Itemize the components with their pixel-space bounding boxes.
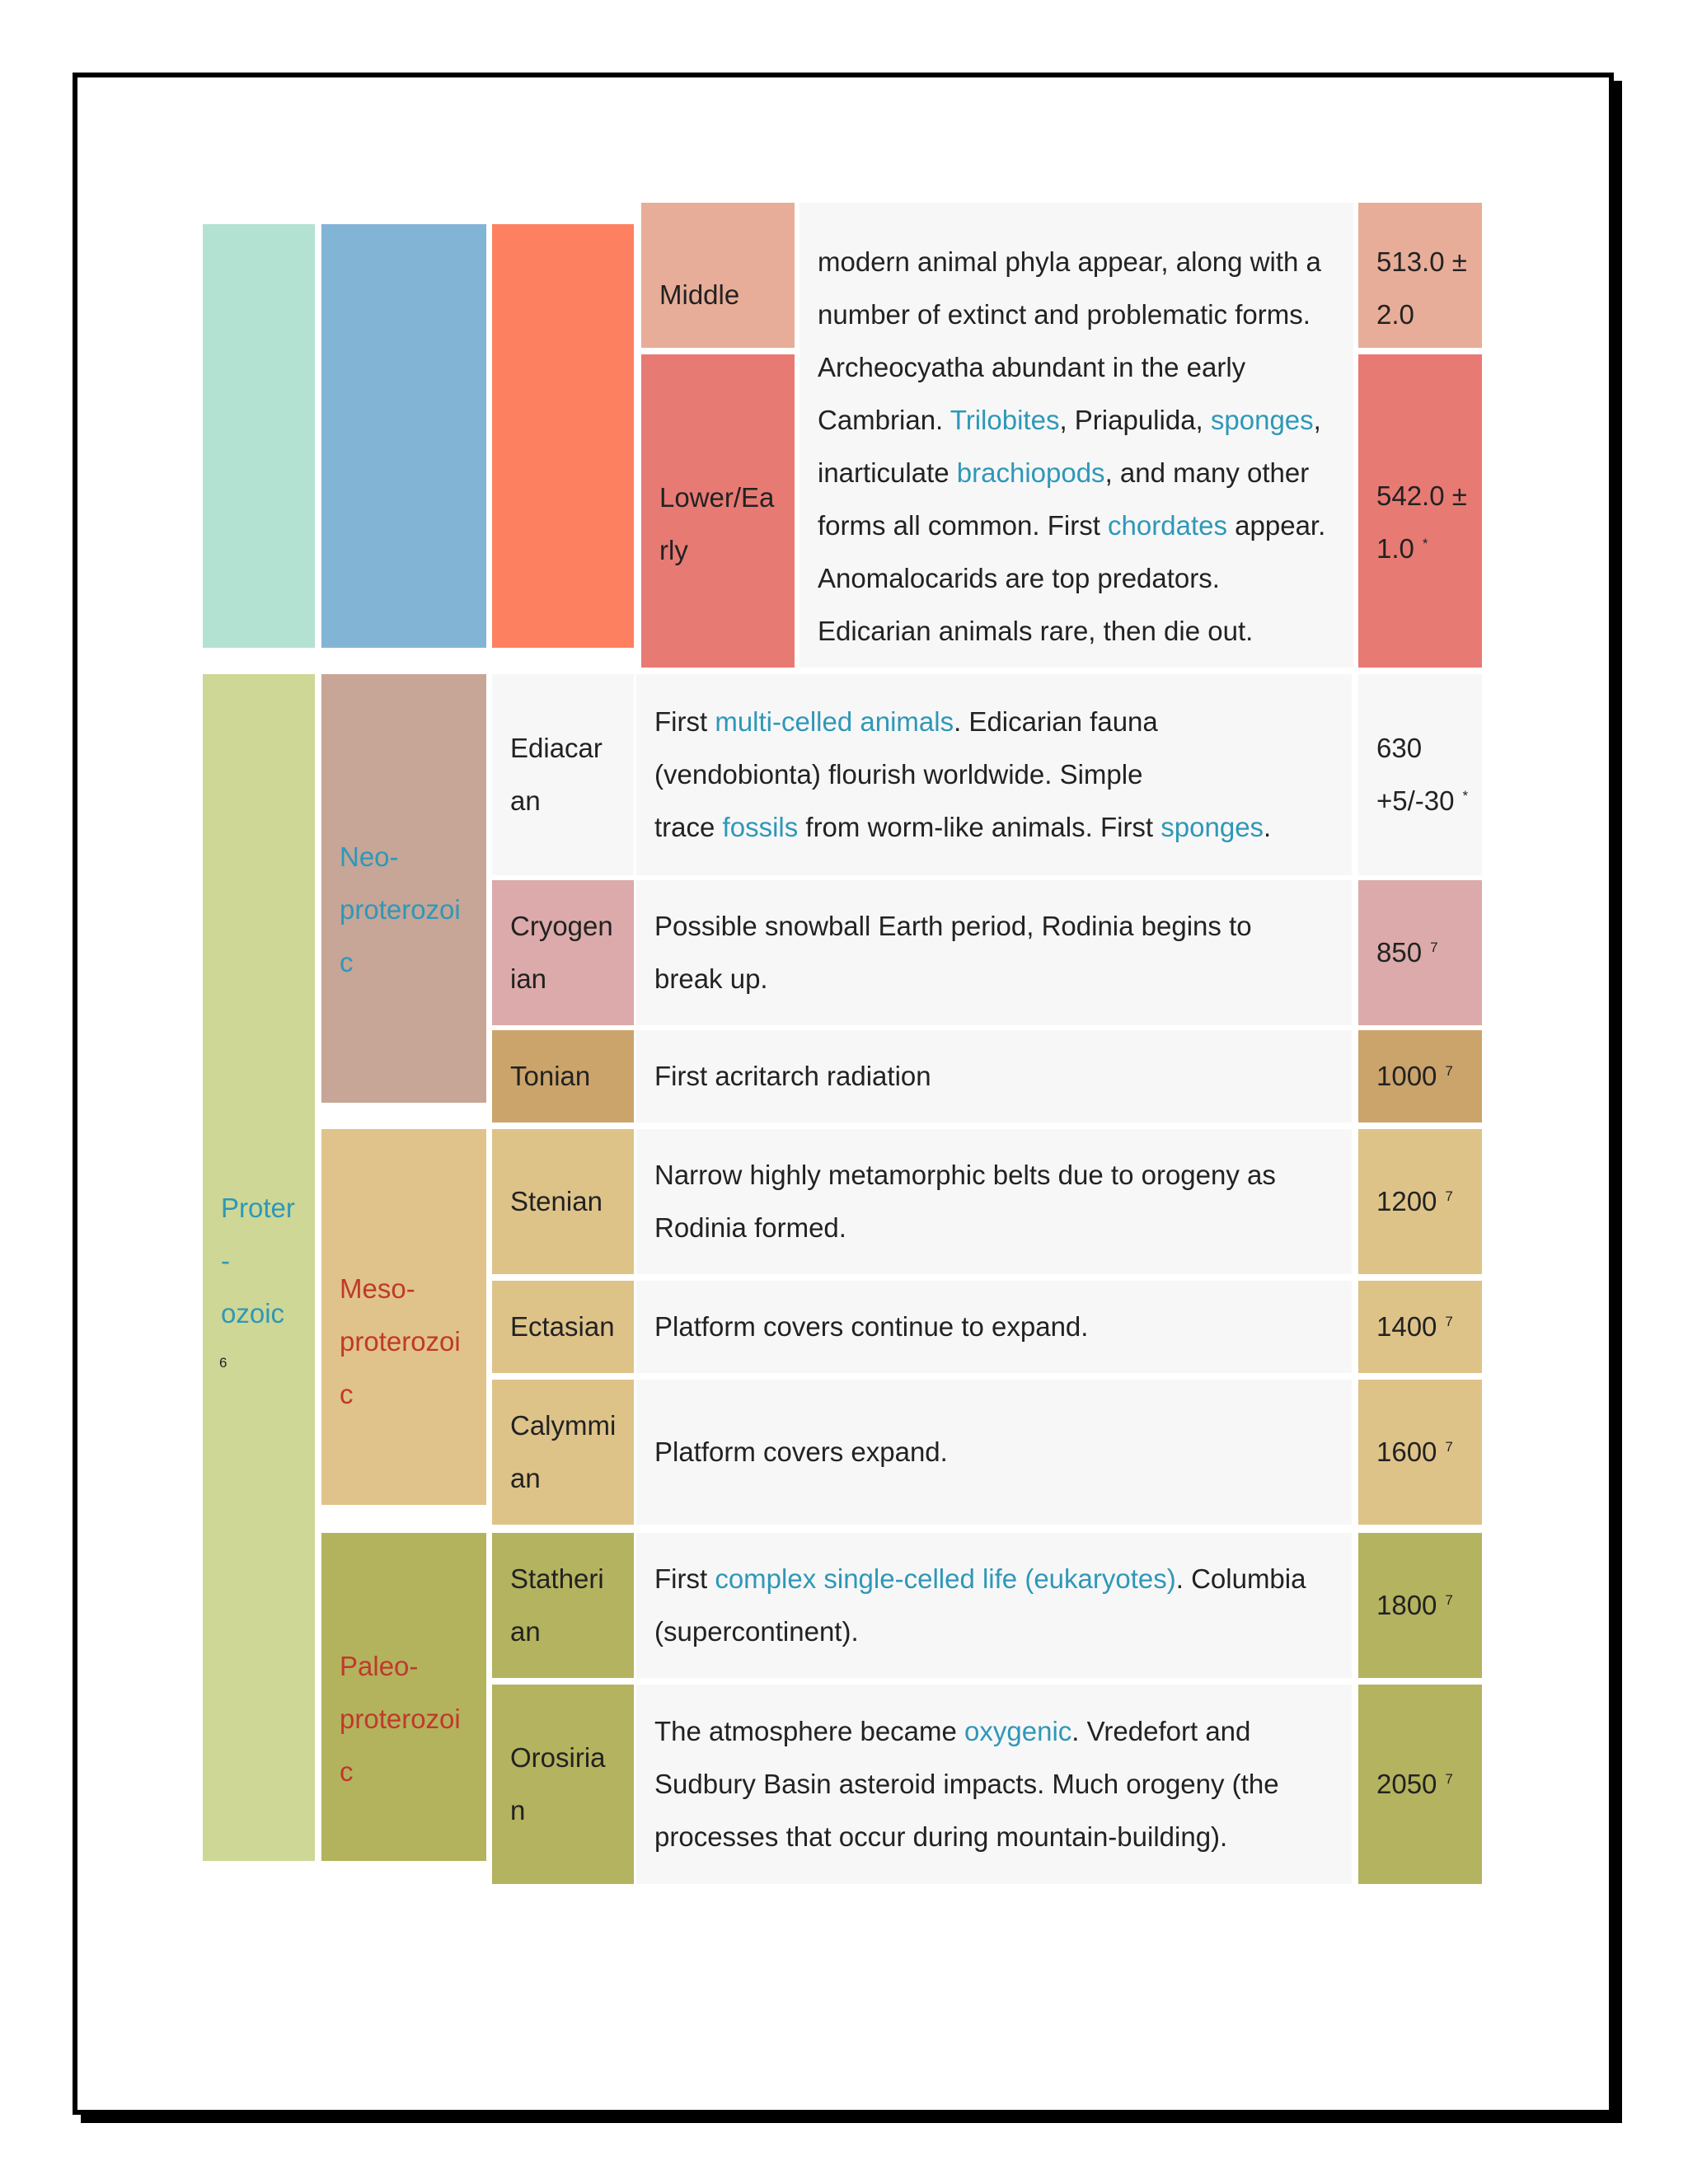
description-text: forms all common. First	[818, 510, 1109, 541]
description-line	[654, 1202, 1337, 1254]
description-line	[818, 288, 1339, 341]
period-date-text: 1800	[1376, 1590, 1437, 1620]
period-description	[654, 1301, 1337, 1353]
era-label-paleoproterozoic-line	[340, 1640, 475, 1693]
eon-label-proterozoic-line	[221, 1235, 303, 1287]
period-label-text: an	[510, 785, 541, 816]
period-date-line	[1376, 722, 1470, 775]
period-label-line	[510, 775, 622, 827]
period-date-line	[1376, 1758, 1470, 1811]
wiki-link[interactable]: brachiopods	[956, 457, 1105, 488]
period-cell	[492, 1533, 634, 1678]
description-text: ,	[1313, 405, 1321, 435]
epoch-label-lower-text: Lower/Ea	[659, 482, 775, 513]
description-text: modern animal phyla appear, along with a	[818, 246, 1321, 277]
period-label-line	[510, 1784, 622, 1837]
description-text: Possible snowball Earth period, Rodinia begins to	[654, 911, 1252, 941]
description-text: Cambrian.	[818, 405, 950, 435]
description-line	[654, 1426, 1337, 1479]
description-line	[818, 394, 1339, 447]
footnote-ref: 7	[1445, 1063, 1453, 1079]
description-text: Platform covers expand.	[654, 1436, 948, 1467]
period-label-text: n	[510, 1795, 526, 1825]
date-cell-middle	[1358, 203, 1482, 348]
era-label-mesoproterozoic-text: c	[340, 1379, 354, 1409]
era-label-mesoproterozoic	[340, 1263, 475, 1421]
era-label-paleoproterozoic-text: proterozoi	[340, 1704, 461, 1734]
description-line	[654, 1705, 1337, 1758]
period-date-text: 850	[1376, 937, 1423, 968]
period-label	[510, 1399, 622, 1505]
period-date	[1376, 722, 1470, 827]
epoch-label-lower	[659, 471, 783, 577]
date-lower-line	[1376, 523, 1470, 575]
description-line	[818, 447, 1339, 499]
description-line	[654, 953, 1337, 1005]
description-line	[654, 1050, 1337, 1103]
era-label-paleoproterozoic-line	[340, 1746, 475, 1798]
description-line	[818, 341, 1339, 394]
description-text: Rodinia formed.	[654, 1212, 846, 1243]
epoch-label-lower-line	[659, 524, 783, 577]
period-description-cell	[636, 1030, 1352, 1122]
date-middle-text: 513.0 ±	[1376, 246, 1467, 277]
period-label	[510, 1553, 622, 1658]
era-label-paleoproterozoic	[340, 1640, 475, 1798]
footnote-ref: *	[1462, 788, 1469, 804]
period-label-text: Ediacar	[510, 733, 603, 763]
epoch-label-middle-text: Middle	[659, 279, 740, 310]
era-label-paleoproterozoic-text: c	[340, 1756, 354, 1787]
description-text: First acritarch radiation	[654, 1061, 931, 1091]
eon-label-proterozoic-line	[221, 1287, 303, 1340]
era-cell-paleozoic	[321, 224, 486, 648]
period-date-cell	[1358, 674, 1482, 875]
period-date	[1376, 1579, 1470, 1632]
period-label-line	[510, 1301, 622, 1353]
footnote-ref: 7	[1445, 1188, 1453, 1204]
period-label	[510, 1050, 622, 1103]
epoch-label-middle	[659, 269, 783, 321]
footnote-ref: 7	[1445, 1439, 1453, 1455]
period-description	[654, 1426, 1337, 1479]
period-date-text: 2050	[1376, 1769, 1437, 1799]
era-label-mesoproterozoic-line	[340, 1315, 475, 1368]
wiki-link[interactable]: oxygenic	[964, 1716, 1072, 1746]
period-date-line	[1376, 1426, 1470, 1479]
period-date-text: 1200	[1376, 1186, 1437, 1216]
wiki-link[interactable]: complex single-celled life (eukaryotes)	[715, 1563, 1176, 1594]
description-text: Platform covers continue to expand.	[654, 1311, 1089, 1342]
period-cell	[492, 880, 634, 1025]
period-date-cell	[1358, 1030, 1482, 1122]
footnote-ref: *	[1422, 536, 1428, 551]
date-middle-text: 2.0	[1376, 299, 1414, 330]
eon-label-proterozoic-line	[221, 1182, 303, 1235]
footnote-ref: 7	[1445, 1771, 1453, 1787]
footnote-ref: 7	[1430, 940, 1438, 955]
description-text: appear.	[1226, 510, 1326, 541]
era-label-neoproterozoic-text: Neo-	[340, 841, 399, 872]
description-line	[654, 1149, 1337, 1202]
period-date-line	[1376, 1301, 1470, 1353]
era-label-neoproterozoic	[340, 831, 475, 989]
description-text: .	[1264, 812, 1272, 842]
period-date	[1376, 1426, 1470, 1479]
description-text: processes that occur during mountain-building).	[654, 1821, 1228, 1852]
wiki-link[interactable]: sponges	[1210, 405, 1314, 435]
date-middle-line	[1376, 236, 1470, 288]
era-cell-mesoproterozoic	[321, 1129, 486, 1505]
wiki-link[interactable]: fossils	[722, 812, 799, 842]
period-label	[510, 900, 622, 1005]
era-label-neoproterozoic-text: c	[340, 947, 354, 977]
period-label-line	[510, 1553, 622, 1605]
era-label-neoproterozoic-text: proterozoi	[340, 894, 461, 925]
era-label-paleoproterozoic-text: Paleo-	[340, 1651, 419, 1681]
date-lower-line	[1376, 470, 1470, 523]
period-date-cell	[1358, 1281, 1482, 1373]
period-label-line	[510, 1175, 622, 1228]
period-date-cell	[1358, 1533, 1482, 1678]
description-text: trace	[654, 812, 723, 842]
date-middle-line	[1376, 288, 1470, 341]
description-text: , and many other	[1104, 457, 1310, 488]
eon-label-proterozoic-text: ozoic	[221, 1298, 285, 1329]
period-date	[1376, 1050, 1470, 1103]
period-cell	[492, 1380, 634, 1525]
date-lower-text: 542.0 ±	[1376, 480, 1467, 511]
era-label-neoproterozoic-line	[340, 936, 475, 989]
description-text: First	[654, 1563, 715, 1594]
period-date-text: 1000	[1376, 1061, 1437, 1091]
description-text: Sudbury Basin asteroid impacts. Much orogeny (the	[654, 1769, 1279, 1799]
period-description-cell	[636, 674, 1352, 875]
description-text: from worm-like animals. First	[798, 812, 1161, 842]
period-label-text: Stenian	[510, 1186, 603, 1216]
wiki-link[interactable]: chordates	[1108, 510, 1227, 541]
period-date-line	[1376, 1050, 1470, 1103]
period-label-text: an	[510, 1463, 541, 1493]
period-label-text: Ectasian	[510, 1311, 615, 1342]
era-cell-neoproterozoic	[321, 674, 486, 1103]
description-text: Narrow highly metamorphic belts due to orogeny as	[654, 1160, 1276, 1190]
era-label-mesoproterozoic-line	[340, 1263, 475, 1315]
period-cell-cambrian	[492, 224, 634, 648]
period-description	[654, 1553, 1337, 1658]
period-date-line	[1376, 1175, 1470, 1228]
period-label-text: Calymmi	[510, 1410, 617, 1441]
period-date	[1376, 926, 1470, 979]
description-text: Anomalocarids are top predators.	[818, 563, 1220, 593]
period-description-cell	[636, 1533, 1352, 1678]
period-description	[654, 696, 1337, 854]
date-cell-lower	[1358, 354, 1482, 668]
footnote-ref: 7	[1445, 1592, 1453, 1608]
period-description-cell	[636, 1685, 1352, 1884]
epoch-label-lower-text: rly	[659, 535, 688, 565]
wiki-link[interactable]: sponges	[1160, 812, 1264, 842]
footnote-ref: 7	[1445, 1314, 1453, 1329]
period-description-cell	[636, 1129, 1352, 1274]
period-label-line	[510, 1605, 622, 1658]
wiki-link[interactable]: Trilobites	[950, 405, 1060, 435]
era-label-mesoproterozoic-line	[340, 1368, 475, 1421]
period-description-cell	[636, 880, 1352, 1025]
eon-label-proterozoic-text: -	[221, 1245, 230, 1276]
description-text: . Vredefort and	[1071, 1716, 1251, 1746]
period-cell	[492, 1030, 634, 1122]
description-text: break up.	[654, 963, 768, 994]
period-cell	[492, 1685, 634, 1884]
description-line	[654, 1605, 1337, 1658]
description-line	[818, 605, 1339, 658]
period-date-cell	[1358, 1685, 1482, 1884]
description-cell-cambrian	[799, 203, 1353, 668]
period-label-line	[510, 1452, 622, 1505]
cambrian-description	[818, 236, 1339, 658]
era-cell-paleoproterozoic	[321, 1533, 486, 1861]
period-label-line	[510, 900, 622, 953]
period-label-text: Statheri	[510, 1563, 604, 1594]
period-date	[1376, 1175, 1470, 1228]
period-label	[510, 1732, 622, 1837]
description-text: The atmosphere became	[654, 1716, 965, 1746]
period-cell	[492, 1129, 634, 1274]
period-description	[654, 900, 1337, 1005]
description-text: , Priapulida,	[1059, 405, 1211, 435]
description-line	[654, 1553, 1337, 1605]
description-line	[654, 1301, 1337, 1353]
description-text: Edicarian animals rare, then die out.	[818, 616, 1254, 646]
period-date-line	[1376, 926, 1470, 979]
period-label-line	[510, 953, 622, 1005]
period-label-line	[510, 1399, 622, 1452]
period-date-text: 630	[1376, 733, 1423, 763]
description-text: (vendobionta) flourish worldwide. Simple	[654, 759, 1143, 790]
period-date-line	[1376, 1579, 1470, 1632]
period-date-cell	[1358, 1380, 1482, 1525]
period-label	[510, 1301, 622, 1353]
period-date	[1376, 1301, 1470, 1353]
period-description	[654, 1050, 1337, 1103]
period-label-text: an	[510, 1616, 541, 1647]
description-line	[654, 748, 1337, 801]
period-label-line	[510, 1732, 622, 1784]
period-date-cell	[1358, 880, 1482, 1025]
description-line	[818, 552, 1339, 605]
wiki-link[interactable]: multi-celled animals	[715, 706, 954, 737]
epoch-label-middle-line	[659, 269, 783, 321]
period-description	[654, 1149, 1337, 1254]
date-middle	[1376, 236, 1470, 341]
date-lower	[1376, 470, 1470, 575]
period-date-text: 1400	[1376, 1311, 1437, 1342]
period-label-text: Tonian	[510, 1061, 591, 1091]
description-text: (supercontinent).	[654, 1616, 859, 1647]
period-date	[1376, 1758, 1470, 1811]
footnote-ref: 6	[219, 1355, 227, 1371]
period-label-text: ian	[510, 963, 547, 994]
epoch-label-lower-line	[659, 471, 783, 524]
period-label-text: Orosiria	[510, 1742, 606, 1773]
era-label-mesoproterozoic-text: Meso-	[340, 1273, 415, 1304]
description-line	[654, 900, 1337, 953]
period-label	[510, 722, 622, 827]
description-line	[654, 1811, 1337, 1863]
epoch-cell-lower	[641, 354, 795, 668]
period-label	[510, 1175, 622, 1228]
description-text: Archeocyatha abundant in the early	[818, 352, 1246, 382]
period-date-text: +5/-30	[1376, 785, 1455, 816]
description-text: inarticulate	[818, 457, 957, 488]
description-text: . Edicarian fauna	[954, 706, 1158, 737]
period-cell	[492, 674, 634, 875]
description-text: . Columbia	[1175, 1563, 1306, 1594]
eon-cell-proterozoic	[203, 674, 315, 1861]
date-lower-text: 1.0	[1376, 533, 1414, 564]
period-date-line	[1376, 775, 1470, 827]
description-line	[654, 1758, 1337, 1811]
period-description-cell	[636, 1281, 1352, 1373]
period-label-line	[510, 722, 622, 775]
period-date-text: 1600	[1376, 1436, 1437, 1467]
eon-label-proterozoic-text: Proter	[221, 1193, 295, 1223]
description-line	[654, 801, 1337, 854]
era-label-neoproterozoic-line	[340, 831, 475, 883]
period-date-cell	[1358, 1129, 1482, 1274]
description-line	[818, 236, 1339, 288]
era-label-paleoproterozoic-line	[340, 1693, 475, 1746]
epoch-cell-middle	[641, 203, 795, 348]
era-label-neoproterozoic-line	[340, 883, 475, 936]
description-line	[654, 696, 1337, 748]
eon-label-proterozoic	[221, 1182, 303, 1340]
period-label-text: Cryogen	[510, 911, 613, 941]
period-description	[654, 1705, 1337, 1863]
period-description-cell	[636, 1380, 1352, 1525]
description-text: number of extinct and problematic forms.	[818, 299, 1311, 330]
era-label-mesoproterozoic-text: proterozoi	[340, 1326, 461, 1357]
description-text: First	[654, 706, 715, 737]
period-label-line	[510, 1050, 622, 1103]
period-cell	[492, 1281, 634, 1373]
eon-cell-phanerozoic	[203, 224, 315, 648]
description-line	[818, 499, 1339, 552]
